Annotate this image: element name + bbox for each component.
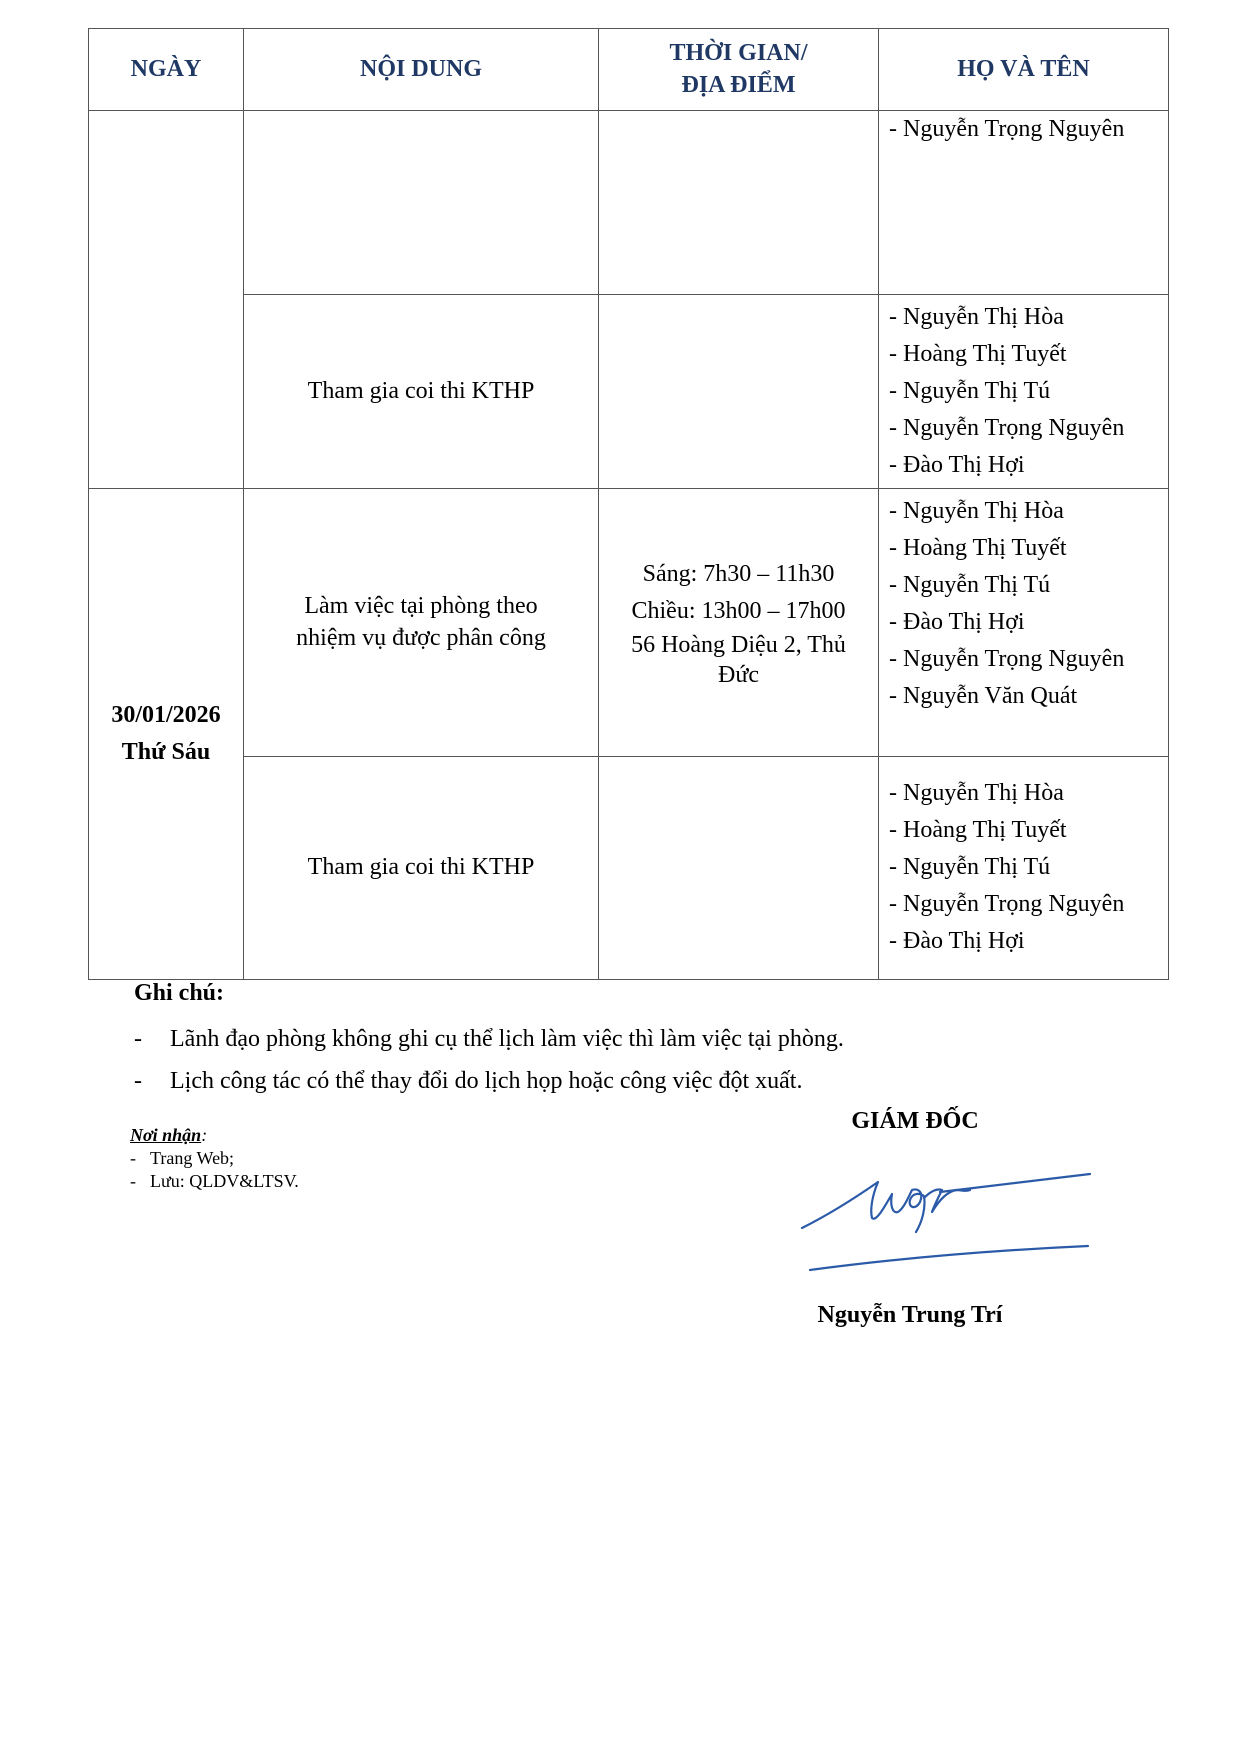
table-row xyxy=(89,489,1169,757)
content-cell-empty xyxy=(244,111,599,295)
list-item: - Hoàng Thị Tuyết xyxy=(889,535,1067,561)
list-item: - Nguyễn Thị Hòa xyxy=(889,304,1064,330)
note-dash: - xyxy=(134,1068,142,1094)
header-noi-dung: NỘI DUNG xyxy=(244,29,599,111)
list-item: - Nguyễn Thị Hòa xyxy=(889,780,1064,806)
content-cell: Tham gia coi thi KTHP xyxy=(244,295,599,489)
content-cell xyxy=(244,489,599,757)
schedule-table xyxy=(88,28,1169,980)
date-cell xyxy=(89,489,244,980)
table-row xyxy=(89,757,1169,980)
list-item: - Nguyễn Trọng Nguyên xyxy=(889,415,1125,441)
content-cell: Tham gia coi thi KTHP xyxy=(244,757,599,980)
signer-title: GIÁM ĐỐC xyxy=(851,1108,979,1134)
date-cell-empty xyxy=(89,111,244,489)
notes-title: Ghi chú: xyxy=(134,980,225,1006)
signature-lower-line xyxy=(810,1246,1088,1270)
header-thoi-gian-line2: ĐỊA ĐIỂM xyxy=(681,71,796,98)
list-item: - Nguyễn Trọng Nguyên xyxy=(889,891,1125,917)
list-item: - Nguyễn Trọng Nguyên xyxy=(889,116,1125,142)
signer-name: Nguyễn Trung Trí xyxy=(817,1302,1003,1328)
header-ho-ten: HỌ VÀ TÊN xyxy=(879,29,1169,111)
content-line: nhiệm vụ được phân công xyxy=(296,624,546,651)
list-item: - Nguyễn Văn Quát xyxy=(889,683,1078,709)
content-line: Làm việc tại phòng theo xyxy=(304,593,538,620)
recipients-label: Nơi nhận xyxy=(130,1125,202,1145)
recipients-colon: : xyxy=(201,1125,208,1145)
table-row xyxy=(89,111,1169,295)
date-value: 30/01/2026 xyxy=(111,701,221,728)
recipient-item xyxy=(130,1147,299,1170)
list-item: - Đào Thị Hợi xyxy=(889,609,1025,635)
note-text: Lịch công tác có thể thay đổi do lịch họp hoặc công việc đột xuất. xyxy=(170,1068,803,1094)
recipients-heading xyxy=(130,1124,299,1147)
table-header-row xyxy=(89,29,1169,111)
list-item: - Nguyễn Thị Tú xyxy=(889,378,1051,404)
signature-image xyxy=(800,1162,1100,1282)
header-ngay: NGÀY xyxy=(89,29,244,111)
time-afternoon: Chiều: 13h00 – 17h00 xyxy=(631,597,846,624)
recipient-text: Trang Web; xyxy=(150,1148,235,1168)
place-line: Đức xyxy=(718,661,759,688)
names-cell xyxy=(879,111,1169,295)
list-item: - Nguyễn Thị Tú xyxy=(889,854,1051,880)
time-morning: Sáng: 7h30 – 11h30 xyxy=(642,560,835,587)
names-cell xyxy=(879,757,1169,980)
signature-stroke xyxy=(802,1182,970,1232)
list-item: - Nguyễn Trọng Nguyên xyxy=(889,646,1125,672)
weekday-value: Thứ Sáu xyxy=(121,739,211,765)
names-cell xyxy=(879,489,1169,757)
recipient-dash: - xyxy=(130,1148,136,1168)
note-item xyxy=(134,1068,802,1095)
header-thoi-gian-line1: THỜI GIAN/ xyxy=(669,40,808,67)
list-item: - Hoàng Thị Tuyết xyxy=(889,817,1067,843)
list-item: - Nguyễn Thị Tú xyxy=(889,572,1051,598)
recipient-item xyxy=(130,1170,299,1193)
header-thoi-gian xyxy=(599,29,879,111)
names-cell xyxy=(879,295,1169,489)
note-text: Lãnh đạo phòng không ghi cụ thể lịch làm việc thì làm việc tại phòng. xyxy=(170,1026,844,1052)
recipient-text: Lưu: QLDV&LTSV. xyxy=(150,1171,299,1191)
time-cell-empty xyxy=(599,295,879,489)
time-cell-empty xyxy=(599,111,879,295)
list-item: - Đào Thị Hợi xyxy=(889,928,1025,954)
signature-underline xyxy=(940,1174,1090,1192)
list-item: - Nguyễn Thị Hòa xyxy=(889,498,1064,524)
recipient-dash: - xyxy=(130,1171,136,1191)
time-cell-empty xyxy=(599,757,879,980)
time-place-cell xyxy=(599,489,879,757)
place-line: 56 Hoàng Diệu 2, Thủ xyxy=(631,631,846,658)
recipients-section xyxy=(130,1124,299,1193)
note-dash: - xyxy=(134,1026,142,1052)
list-item: - Đào Thị Hợi xyxy=(889,452,1025,478)
note-item xyxy=(134,1026,844,1053)
table-row xyxy=(89,295,1169,489)
list-item: - Hoàng Thị Tuyết xyxy=(889,341,1067,367)
